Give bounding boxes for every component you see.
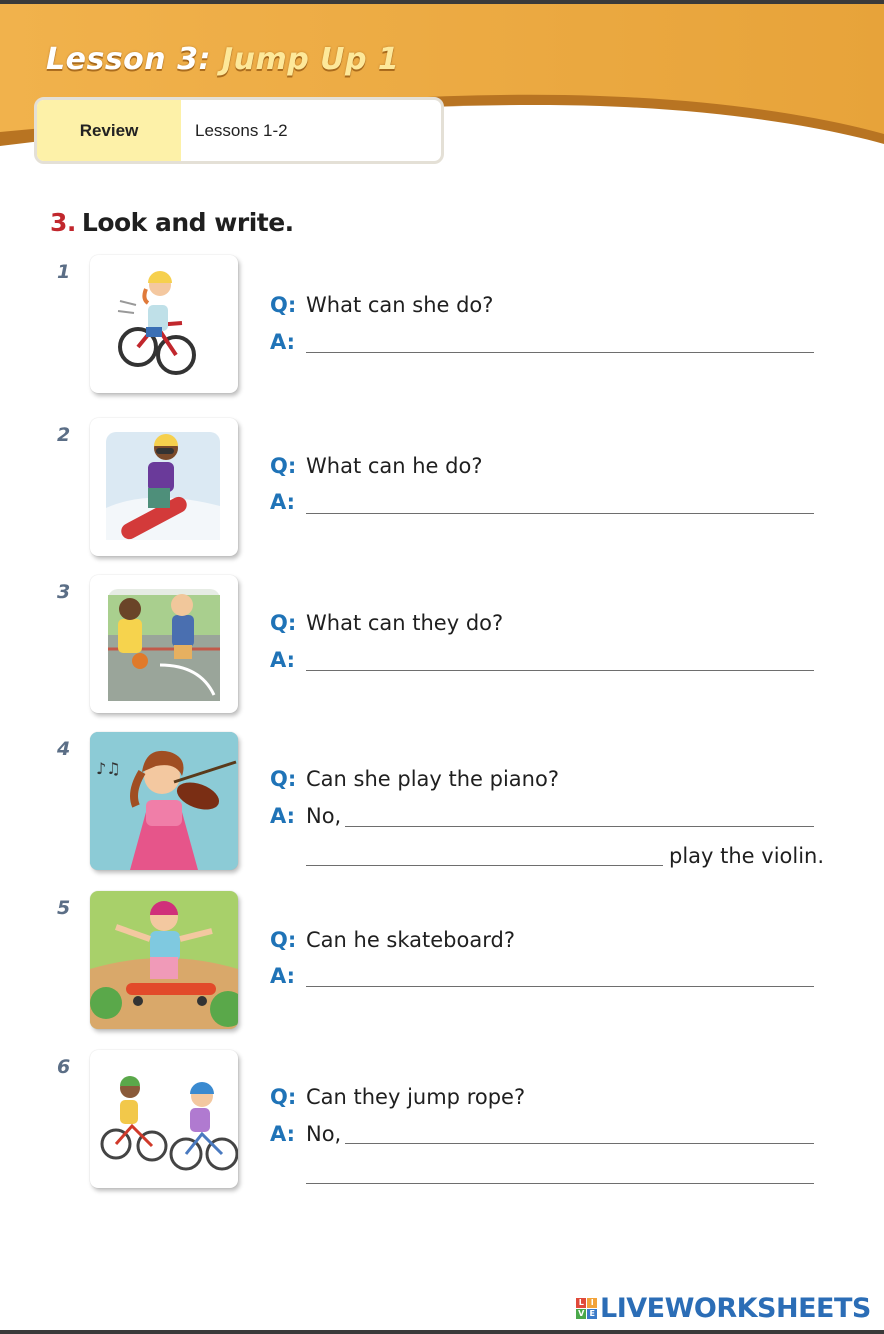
lesson-number: Lesson 3: bbox=[46, 42, 211, 77]
answer-line[interactable] bbox=[306, 513, 814, 514]
question: Q: Can he skateboard? bbox=[270, 928, 515, 952]
lesson-title bbox=[46, 42, 399, 77]
answer-line[interactable] bbox=[306, 670, 814, 671]
liveworksheets-badge-icon: L I V E bbox=[576, 1298, 598, 1320]
question: Q: Can she play the piano? bbox=[270, 767, 559, 791]
answer-row: A: bbox=[270, 648, 296, 672]
lesson-name: Jump Up 1 bbox=[221, 42, 400, 77]
answer-prefix: No, bbox=[306, 804, 342, 828]
bottom-border bbox=[0, 1330, 884, 1334]
question: Q: What can he do? bbox=[270, 454, 483, 478]
item-number: 4 bbox=[57, 738, 71, 760]
answer-row: A: No, bbox=[270, 1122, 342, 1146]
review-box bbox=[34, 97, 444, 164]
answer-suffix: play the violin. bbox=[669, 844, 825, 868]
girl-riding-bike-image bbox=[90, 255, 238, 393]
item-number: 3 bbox=[57, 581, 71, 603]
liveworksheets-logo[interactable] bbox=[576, 1293, 871, 1324]
question: Q: What can she do? bbox=[270, 293, 494, 317]
exercise-text: Look and write. bbox=[81, 208, 294, 237]
answer-row: A: bbox=[270, 330, 296, 354]
answer-row: A: No, bbox=[270, 804, 342, 828]
answer-row: A: bbox=[270, 964, 296, 988]
boy-skateboarding-image bbox=[90, 891, 238, 1029]
item-number: 1 bbox=[57, 261, 71, 283]
question: Q: Can they jump rope? bbox=[270, 1085, 526, 1109]
exercise-number: 3. bbox=[50, 208, 76, 237]
item-number: 5 bbox=[57, 897, 71, 919]
exercise-instruction bbox=[50, 208, 294, 237]
answer-prefix: No, bbox=[306, 1122, 342, 1146]
item-number: 2 bbox=[57, 424, 71, 446]
answer-line-2[interactable] bbox=[306, 865, 663, 866]
review-lessons: Lessons 1-2 bbox=[195, 120, 288, 140]
svg-text:♪♫: ♪♫ bbox=[96, 759, 121, 778]
review-tag: Review bbox=[37, 100, 181, 161]
girl-playing-violin-image bbox=[90, 732, 238, 870]
answer-row: A: bbox=[270, 490, 296, 514]
answer-line-2[interactable] bbox=[306, 1183, 814, 1184]
logo-text: LIVEWORKSHEETS bbox=[600, 1293, 871, 1324]
answer-line[interactable] bbox=[306, 986, 814, 987]
item-number: 6 bbox=[57, 1056, 71, 1078]
boys-playing-basketball-image bbox=[90, 575, 238, 713]
answer-line[interactable] bbox=[345, 1143, 814, 1144]
answer-line[interactable] bbox=[306, 352, 814, 353]
answer-line[interactable] bbox=[345, 826, 814, 827]
boy-snowboarding-image bbox=[90, 418, 238, 556]
kids-riding-bikes-image bbox=[90, 1050, 238, 1188]
question: Q: What can they do? bbox=[270, 611, 504, 635]
